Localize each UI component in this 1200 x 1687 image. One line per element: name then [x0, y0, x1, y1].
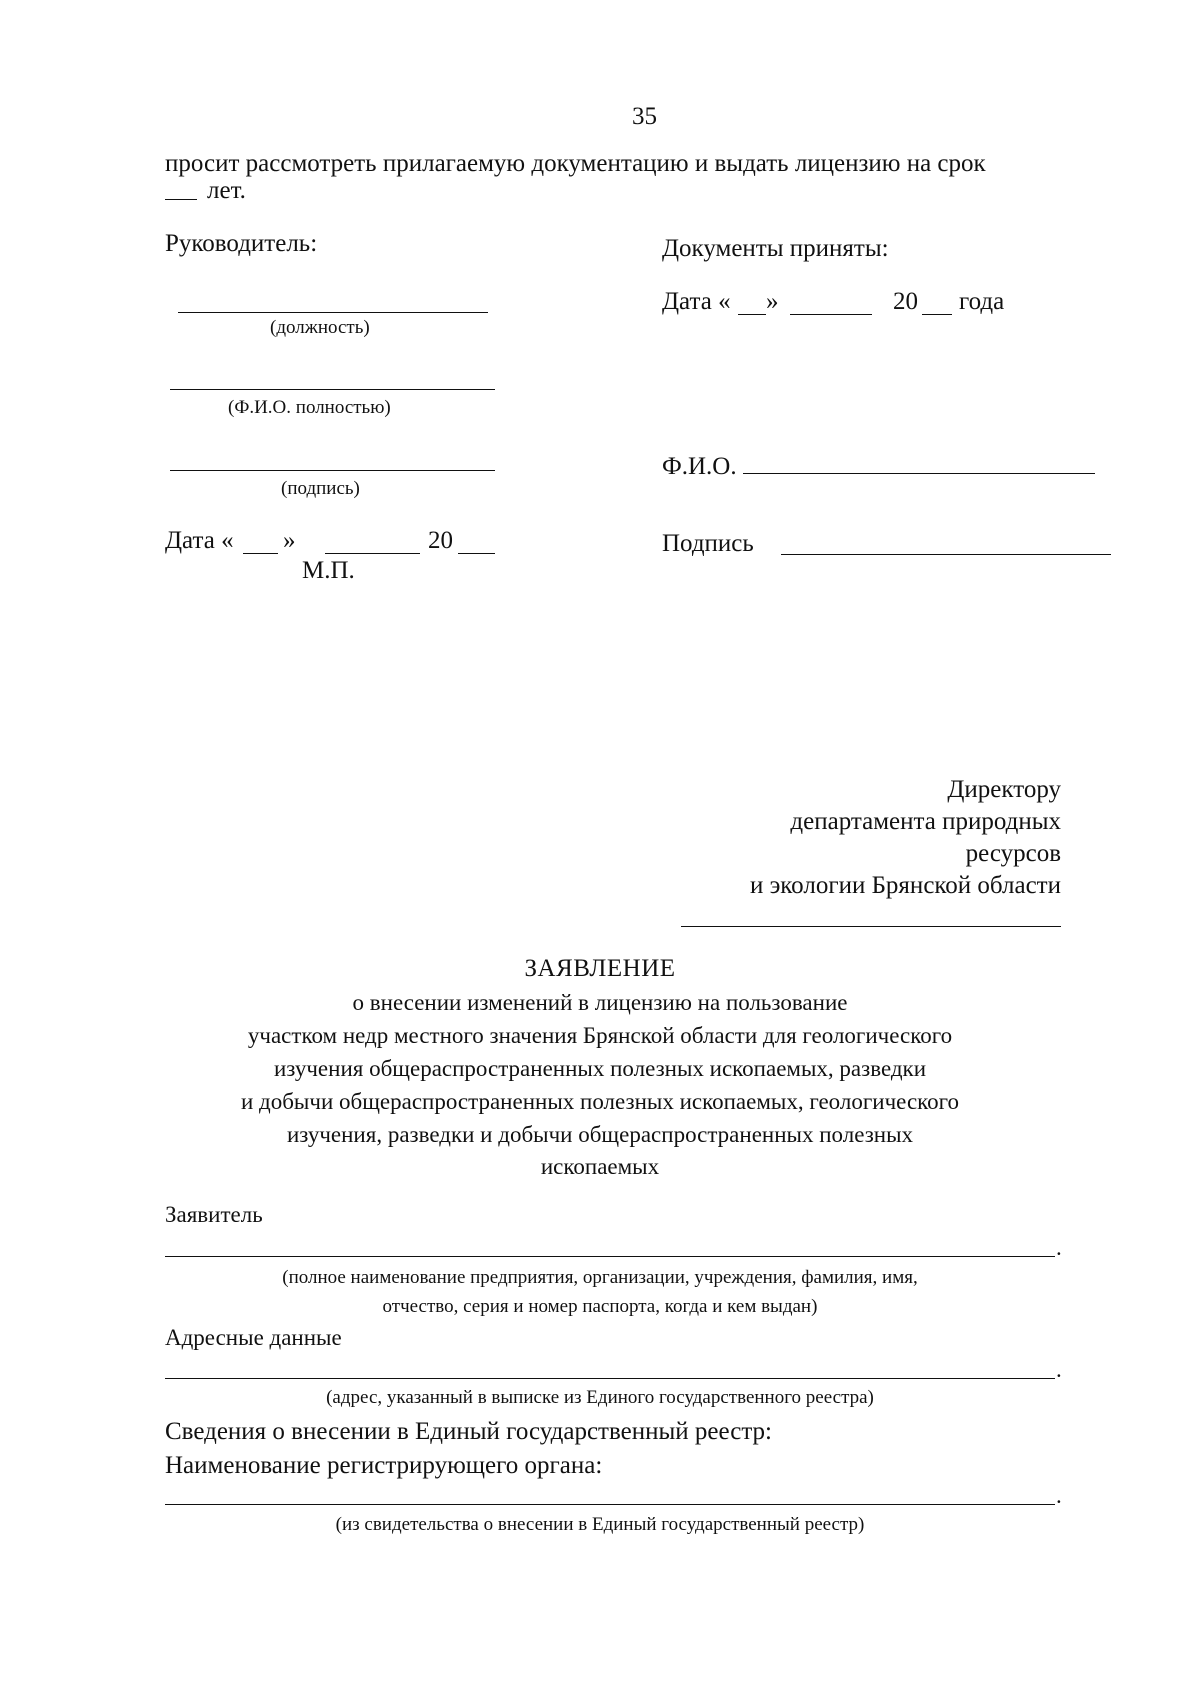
right-fio-line[interactable]	[743, 473, 1095, 474]
intro-line: просит рассмотреть прилагаемую документацию и выдать лицензию на срок	[165, 150, 986, 177]
position-line[interactable]	[178, 312, 488, 313]
left-date-month-blank[interactable]	[325, 553, 420, 554]
registrar-caption: (из свидетельства о внесении в Единый государственный реестр)	[335, 1514, 865, 1535]
statement-subtitle-line-1: о внесении изменений в лицензию на пользование	[352, 990, 848, 1015]
right-date-suffix: года	[959, 288, 1005, 315]
signature-caption: (подпись)	[281, 478, 360, 499]
applicant-label: Заявитель	[165, 1202, 263, 1227]
address-caption: (адрес, указанный в выписке из Единого государственного реестра)	[326, 1387, 874, 1408]
signature-line[interactable]	[170, 470, 495, 471]
addressee-line-3: ресурсов	[965, 840, 1061, 867]
left-date-day-blank[interactable]	[243, 553, 278, 554]
statement-subtitle-line-3: изучения общераспространенных полезных ископаемых, разведки	[273, 1056, 927, 1081]
registrar-line[interactable]	[165, 1504, 1055, 1505]
position-caption: (должность)	[270, 317, 370, 338]
addressee-line-2: департамента природных	[790, 808, 1061, 835]
statement-title: ЗАЯВЛЕНИЕ	[524, 955, 676, 982]
docs-accepted-label: Документы приняты:	[662, 235, 889, 262]
statement-subtitle-line-4: и добычи общераспространенных полезных ископаемых, геологического	[240, 1089, 960, 1114]
statement-subtitle-line-2: участком недр местного значения Брянской области для геологического	[247, 1023, 953, 1048]
addressee-name-line[interactable]	[681, 926, 1061, 927]
applicant-caption-line-1: (полное наименование предприятия, организации, учреждения, фамилия, имя,	[282, 1267, 918, 1288]
applicant-caption-line-2: отчество, серия и номер паспорта, когда и кем выдан)	[382, 1296, 818, 1317]
right-date-year: 20	[893, 288, 918, 315]
fio-caption: (Ф.И.О. полностью)	[228, 397, 391, 418]
right-signature-line[interactable]	[781, 554, 1111, 555]
registry-label: Сведения о внесении в Единый государственный реестр:	[165, 1418, 772, 1445]
right-date-close: »	[766, 288, 779, 315]
left-date-year: 20	[428, 527, 453, 554]
right-signature-label: Подпись	[662, 530, 754, 557]
page-number: 35	[632, 103, 657, 130]
left-date-prefix: Дата «	[165, 527, 234, 554]
registrar-line-end: .	[1056, 1483, 1062, 1508]
fio-line[interactable]	[170, 389, 495, 390]
address-label: Адресные данные	[165, 1325, 342, 1350]
addressee-line-4: и экологии Брянской области	[749, 872, 1061, 899]
head-label: Руководитель:	[165, 230, 318, 257]
right-date-prefix: Дата «	[662, 288, 731, 315]
applicant-line-end: .	[1056, 1235, 1062, 1260]
intro-years-suffix: лет.	[207, 177, 246, 204]
statement-subtitle-line-6: ископаемых	[540, 1154, 660, 1179]
right-date-year-blank[interactable]	[922, 314, 952, 315]
address-line[interactable]	[165, 1378, 1055, 1379]
statement-subtitle-line-5: изучения, разведки и добычи общераспространенных полезных	[286, 1122, 914, 1147]
left-date-close: »	[283, 527, 296, 554]
left-date-year-blank[interactable]	[458, 553, 495, 554]
term-years-blank[interactable]	[165, 199, 197, 200]
address-line-end: .	[1056, 1357, 1062, 1382]
addressee-line-1: Директору	[947, 776, 1061, 803]
right-fio-label: Ф.И.О.	[662, 453, 737, 480]
applicant-line[interactable]	[165, 1256, 1055, 1257]
right-date-day-blank[interactable]	[738, 314, 766, 315]
seal-label: М.П.	[302, 557, 355, 584]
right-date-month-blank[interactable]	[790, 314, 872, 315]
registrar-label: Наименование регистрирующего органа:	[165, 1452, 603, 1479]
